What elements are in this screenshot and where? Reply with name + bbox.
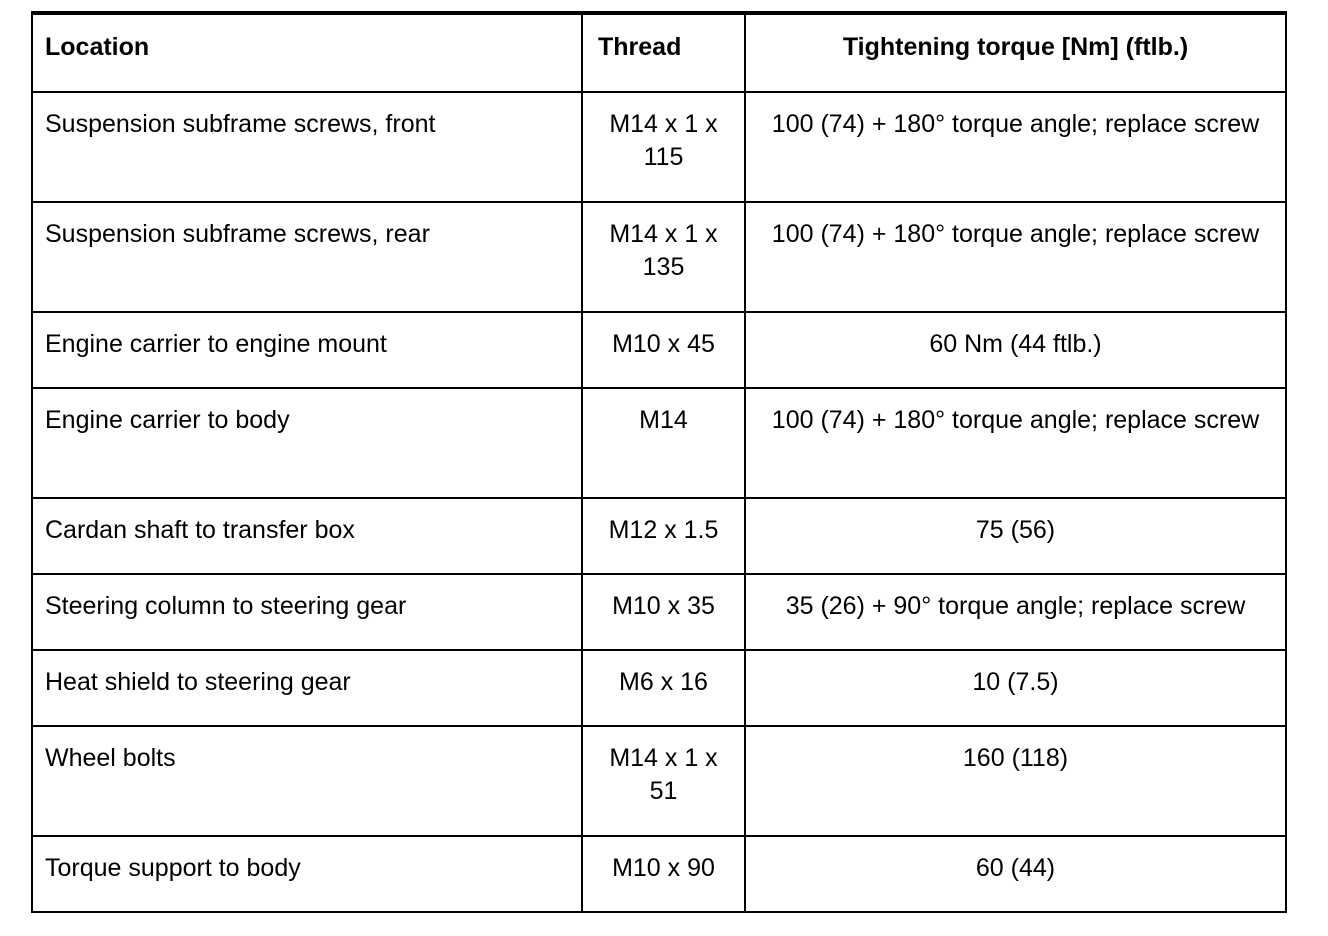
cell-thread: M10 x 90 <box>582 836 745 912</box>
cell-thread: M10 x 35 <box>582 574 745 650</box>
column-header-torque: Tightening torque [Nm] (ftlb.) <box>745 13 1286 92</box>
cell-location: Heat shield to steering gear <box>32 650 582 726</box>
column-header-thread: Thread <box>582 13 745 92</box>
cell-thread: M14 x 1 x 115 <box>582 92 745 202</box>
cell-thread: M14 x 1 x 135 <box>582 202 745 312</box>
cell-location: Suspension subframe screws, rear <box>32 202 582 312</box>
cell-location: Suspension subframe screws, front <box>32 92 582 202</box>
cell-torque: 60 Nm (44 ftlb.) <box>745 312 1286 388</box>
table-header-row <box>32 13 1286 92</box>
table-row <box>32 726 1286 836</box>
table-row <box>32 202 1286 312</box>
table-row <box>32 498 1286 574</box>
cell-thread: M14 x 1 x 51 <box>582 726 745 836</box>
cell-torque: 160 (118) <box>745 726 1286 836</box>
cell-thread: M12 x 1.5 <box>582 498 745 574</box>
table-row <box>32 574 1286 650</box>
cell-location: Engine carrier to body <box>32 388 582 498</box>
torque-specification-table <box>31 11 1287 913</box>
cell-location: Wheel bolts <box>32 726 582 836</box>
table-row <box>32 388 1286 498</box>
cell-torque: 100 (74) + 180° torque angle; replace screw <box>745 388 1286 498</box>
cell-torque: 35 (26) + 90° torque angle; replace screw <box>745 574 1286 650</box>
cell-location: Cardan shaft to transfer box <box>32 498 582 574</box>
table-row <box>32 92 1286 202</box>
cell-thread: M14 <box>582 388 745 498</box>
table-row <box>32 312 1286 388</box>
column-header-location: Location <box>32 13 582 92</box>
cell-torque: 75 (56) <box>745 498 1286 574</box>
cell-torque: 100 (74) + 180° torque angle; replace screw <box>745 92 1286 202</box>
cell-location: Steering column to steering gear <box>32 574 582 650</box>
table-row <box>32 650 1286 726</box>
cell-thread: M10 x 45 <box>582 312 745 388</box>
cell-torque: 60 (44) <box>745 836 1286 912</box>
cell-location: Engine carrier to engine mount <box>32 312 582 388</box>
cell-location: Torque support to body <box>32 836 582 912</box>
cell-torque: 10 (7.5) <box>745 650 1286 726</box>
cell-thread: M6 x 16 <box>582 650 745 726</box>
table-row <box>32 836 1286 912</box>
cell-torque: 100 (74) + 180° torque angle; replace screw <box>745 202 1286 312</box>
